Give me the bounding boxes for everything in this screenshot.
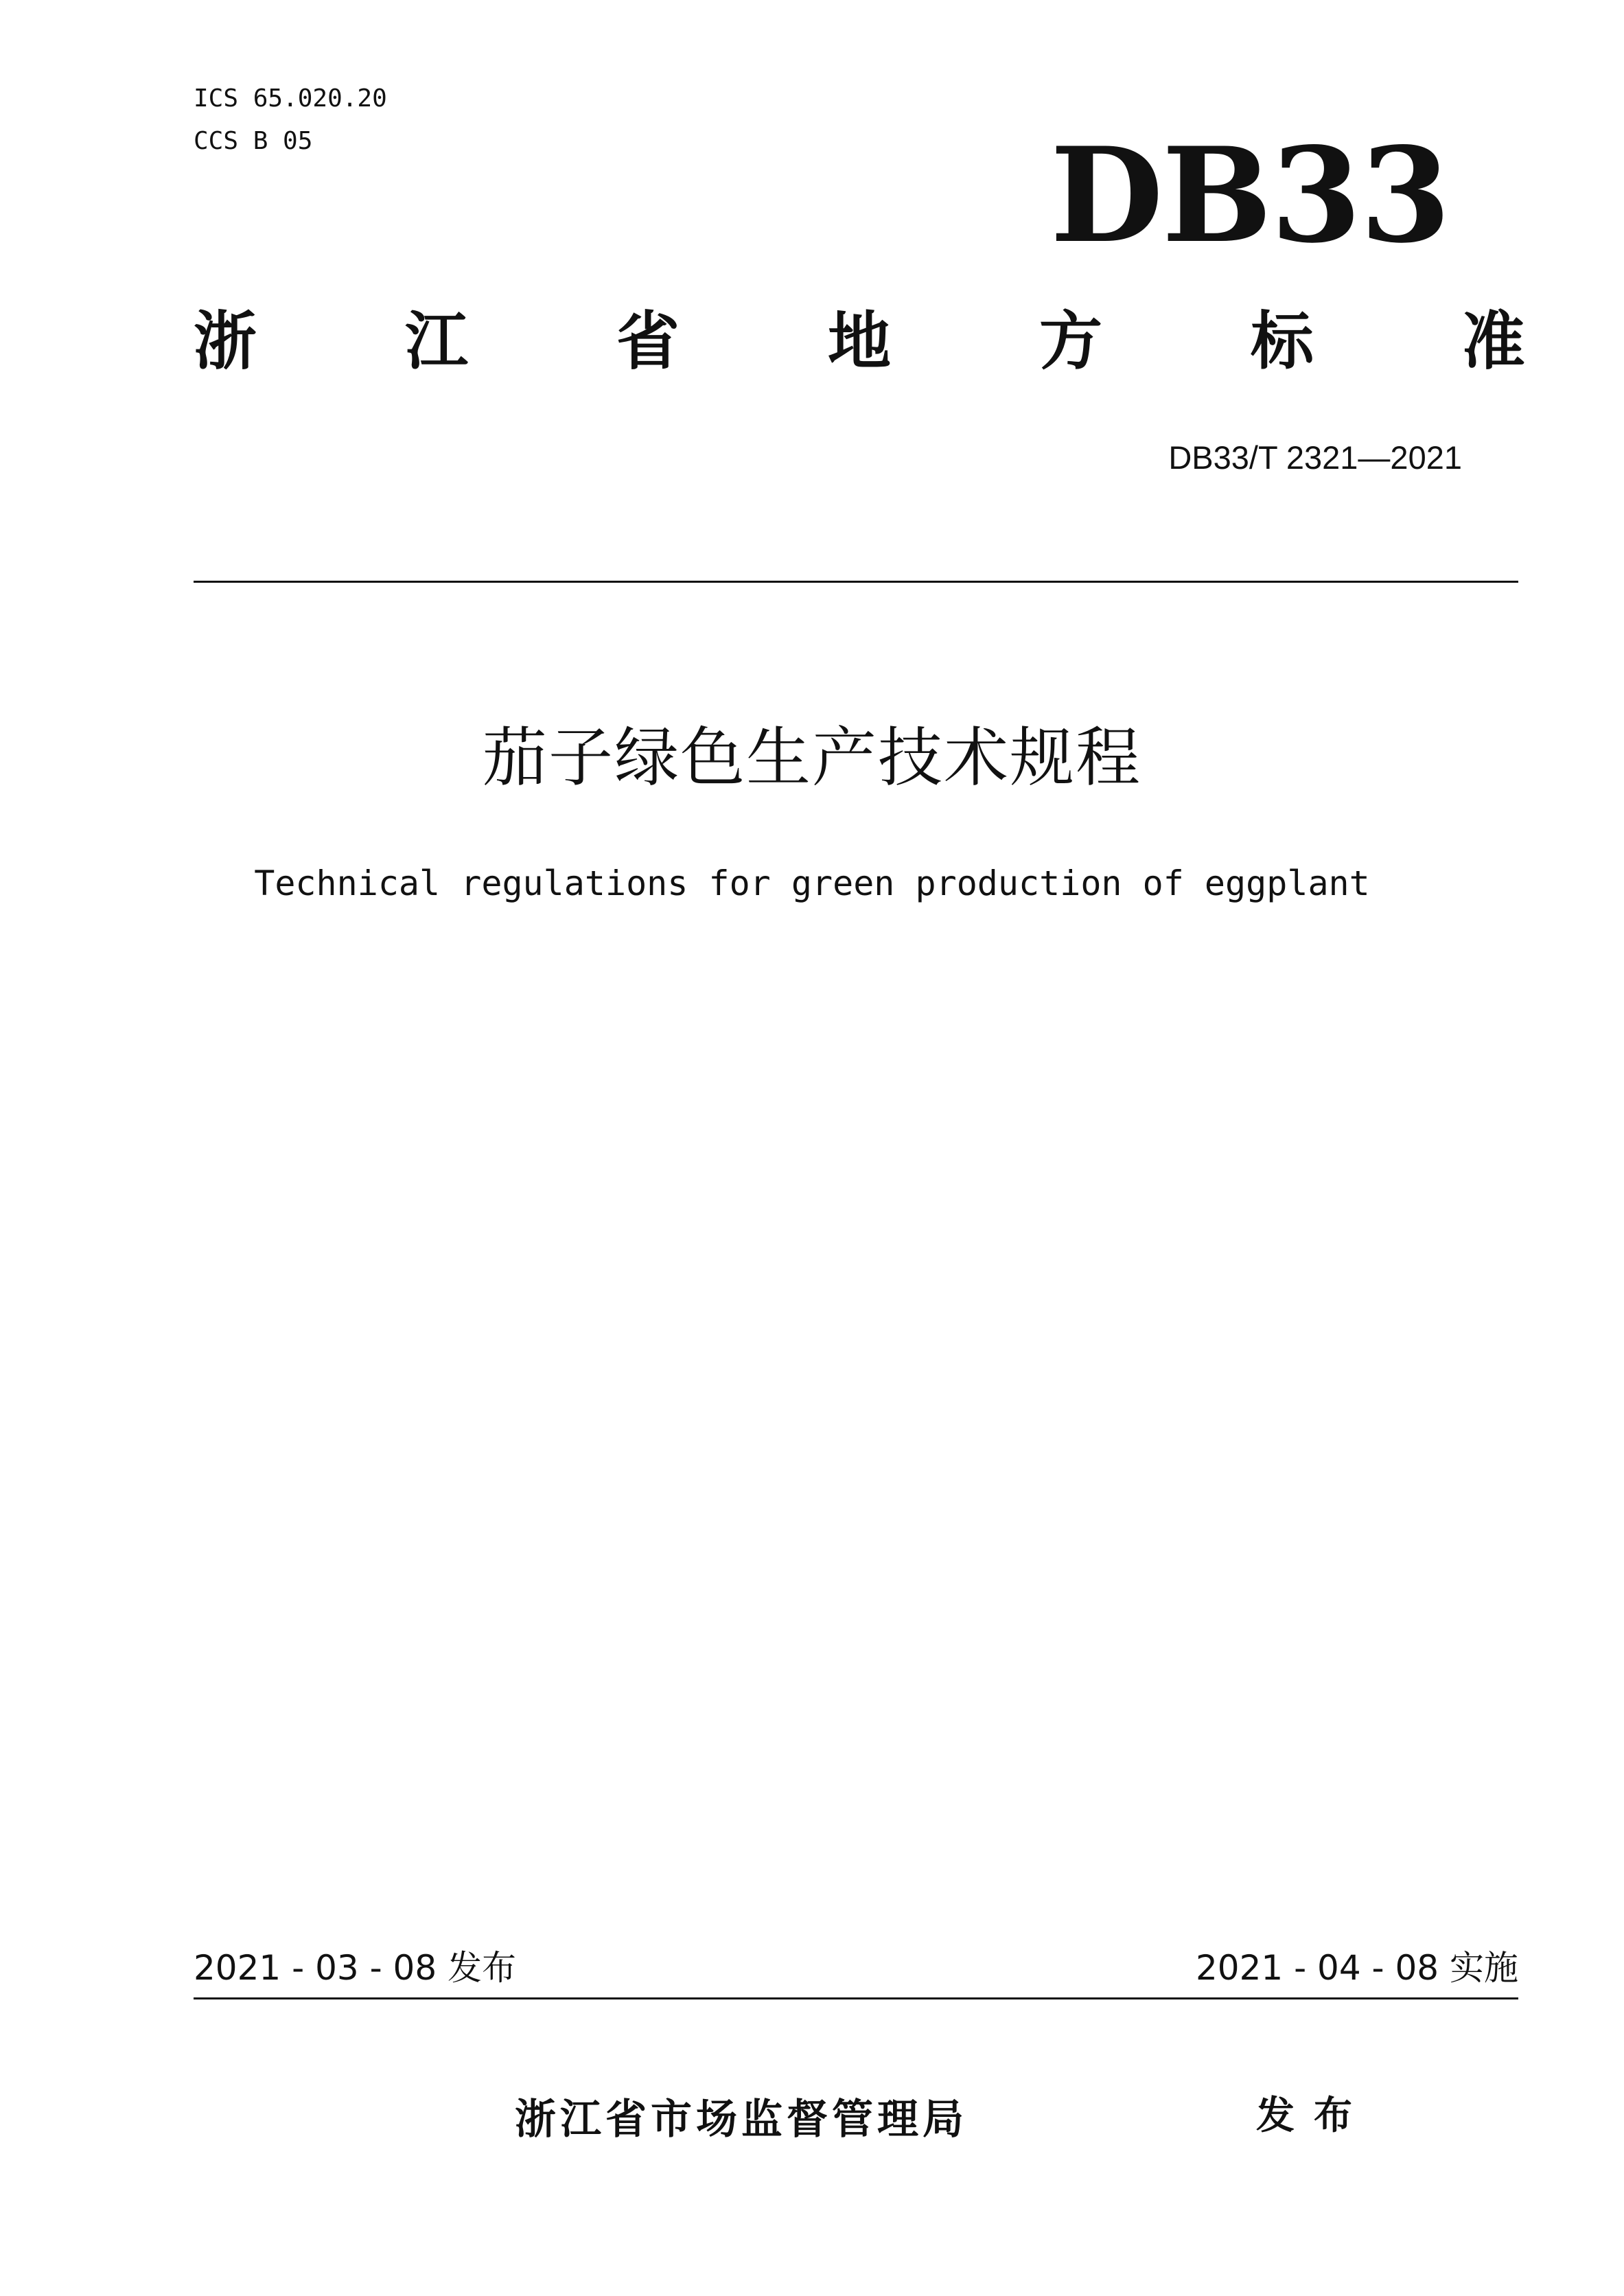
document-title-chinese: 茄子绿色生产技术规程 <box>482 721 1141 796</box>
bottom-divider <box>194 1997 1518 1999</box>
top-divider <box>194 581 1518 583</box>
document-title-english: Technical regulations for green production of eggplant <box>254 863 1370 903</box>
standard-number: DB33/T 2321—2021 <box>1168 439 1462 476</box>
standard-type-heading <box>194 305 1525 378</box>
ics-code: ICS 65.020.20 <box>194 84 387 113</box>
standard-type-char: 浙 <box>194 305 257 378</box>
db33-logo: DB33 <box>1050 119 1450 272</box>
implementation-date: 2021 - 04 - 08 实施 <box>1195 1948 1518 1988</box>
standard-type-char: 标 <box>1250 305 1314 378</box>
ccs-code: CCS B 05 <box>194 127 313 155</box>
standard-type-char: 方 <box>1039 305 1102 378</box>
standard-type-char: 准 <box>1461 305 1525 378</box>
issue-date: 2021 - 03 - 08 发布 <box>194 1948 517 1988</box>
issuing-authority: 浙江省市场监督管理局 <box>515 2096 968 2144</box>
standard-type-char: 省 <box>616 305 680 378</box>
standard-type-char: 地 <box>827 305 891 378</box>
standard-type-char: 江 <box>404 305 468 378</box>
issue-label: 发布 <box>1256 2094 1371 2138</box>
